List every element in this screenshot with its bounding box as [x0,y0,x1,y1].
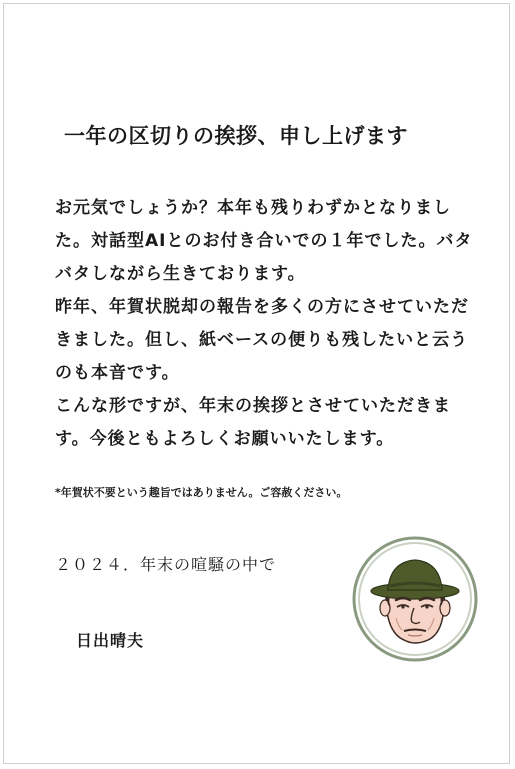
sender-name: 日出晴夫 [76,631,145,650]
footnote: *年賀状不要という趣旨ではありません。ご容赦ください。 [55,486,348,499]
body-paragraph-3: こんな形ですが、年末の挨拶とさせていただきます。今後ともよろしくお願いいたします。 [55,396,451,449]
man-with-hat-avatar-icon [352,536,478,662]
date-line: ２０２４．年末の喧騒の中で [55,555,277,574]
greeting-title: 一年の区切りの挨拶、申し上げます [64,124,408,148]
greeting-card [3,3,510,764]
body-paragraph-2: 昨年、年賀状脱却の報告を多くの方にさせていただきました。但し、紙ベースの便りも残したいと云うのも本音です。 [55,297,469,383]
greeting-body [55,192,480,456]
body-paragraph-1: お元気でしょうか？本年も残りわずかとなりました。対話型AIとのお付き合いでの１年でした。バタバタしながら生きております。 [55,198,473,284]
